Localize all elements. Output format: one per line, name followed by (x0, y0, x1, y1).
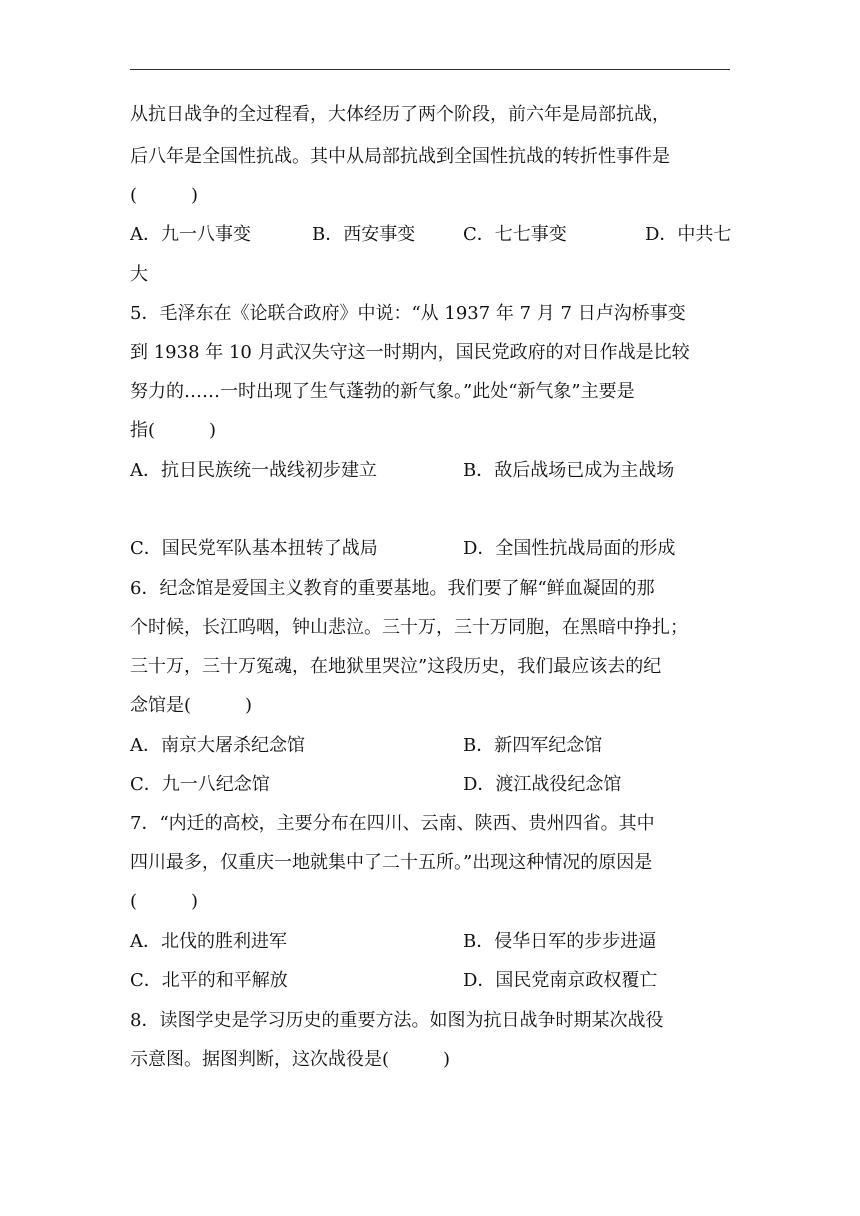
q4-option-a: A．九一八事变 (130, 224, 251, 245)
q5-option-d: D．全国性抗战局面的形成 (463, 538, 676, 559)
q7-option-c: C．北平的和平解放 (130, 970, 288, 991)
q6-option-b: B．新四军纪念馆 (463, 735, 603, 756)
q4-line-1: 从抗日战争的全过程看，大体经历了两个阶段，前六年是局部抗战， (130, 104, 670, 125)
q4-line-2: 后八年是全国性抗战。其中从局部抗战到全国性抗战的转折性事件是 (130, 146, 670, 167)
q6-line-2: 个时候，长江呜咽，钟山悲泣。三十万，三十万同胞，在黑暗中挣扎； (130, 617, 688, 638)
header-rule (130, 69, 730, 70)
q8-line-1: 8．读图学史是学习历史的重要方法。如图为抗日战争时期某次战役 (130, 1010, 664, 1031)
q5-option-a: A．抗日民族统一战线初步建立 (130, 460, 377, 481)
q6-line-3: 三十万，三十万冤魂，在地狱里哭泣”这段历史，我们最应该去的纪 (130, 656, 662, 677)
q6-line-1: 6．纪念馆是爱国主义教育的重要基地。我们要了解“鲜血凝固的那 (130, 578, 655, 599)
q7-option-d: D．国民党南京政权覆亡 (463, 970, 658, 991)
q4-option-d-wrap: 大 (130, 264, 148, 285)
q4-option-b: B．西安事变 (312, 224, 416, 245)
q6-option-c: C．九一八纪念馆 (130, 774, 270, 795)
q5-option-c: C．国民党军队基本扭转了战局 (130, 538, 378, 559)
q5-option-b: B．敌后战场已成为主战场 (463, 460, 675, 481)
q6-option-d: D．渡江战役纪念馆 (463, 774, 622, 795)
q7-option-b: B．侵华日军的步步进逼 (463, 931, 657, 952)
q7-option-a: A．北伐的胜利进军 (130, 931, 287, 952)
q4-option-d: D．中共七 (645, 224, 732, 245)
q7-line-2: 四川最多，仅重庆一地就集中了二十五所。”出现这种情况的原因是 (130, 852, 653, 873)
q7-line-3: ( ) (130, 891, 199, 912)
q5-line-2: 到 1938 年 10 月武汉失守这一时期内，国民党政府的对日作战是比较 (130, 342, 690, 363)
q4-line-3: ( ) (130, 185, 199, 206)
q6-line-4: 念馆是( ) (130, 695, 253, 716)
q7-line-1: 7．“内迁的高校，主要分布在四川、云南、陕西、贵州四省。其中 (130, 813, 655, 834)
q5-line-4: 指( ) (130, 420, 217, 441)
q5-line-3: 努力的……一时出现了生气蓬勃的新气象。”此处“新气象”主要是 (130, 381, 635, 402)
q4-option-c: C．七七事变 (463, 224, 567, 245)
q6-option-a: A．南京大屠杀纪念馆 (130, 735, 305, 756)
q5-line-1: 5．毛泽东在《论联合政府》中说：“从 1937 年 7 月 7 日卢沟桥事变 (130, 303, 686, 324)
q8-line-2: 示意图。据图判断，这次战役是( ) (130, 1049, 451, 1070)
